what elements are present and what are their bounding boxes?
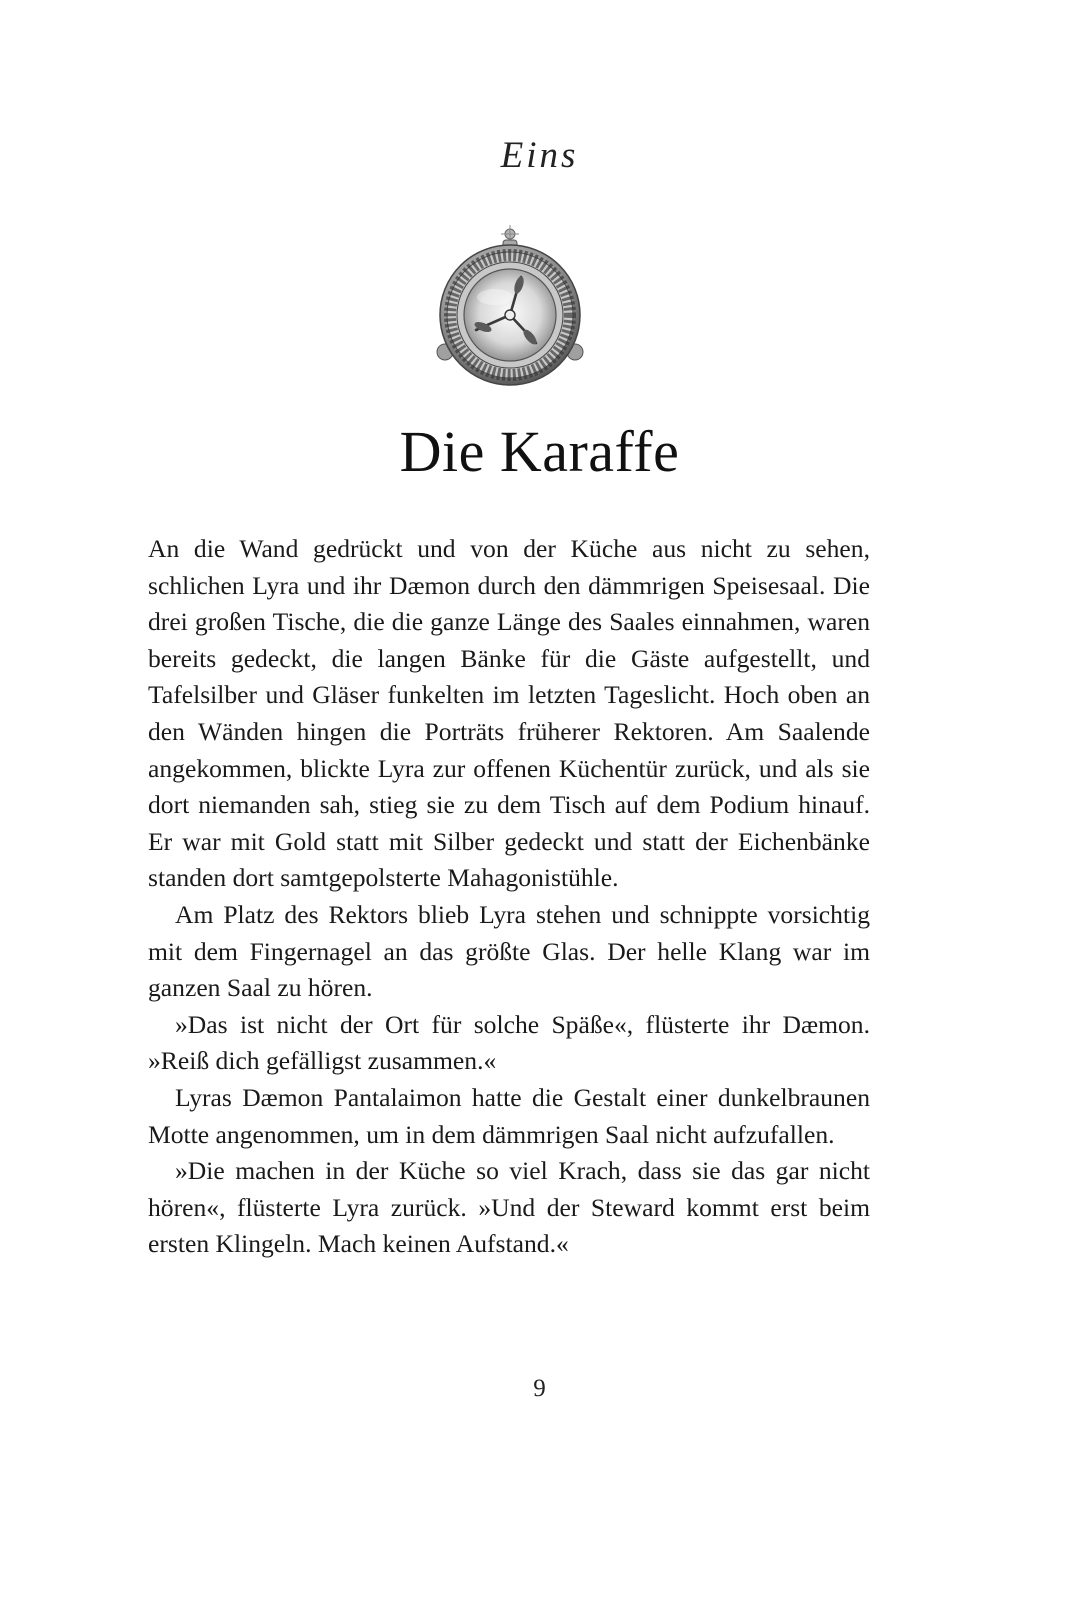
alethiometer-icon [433,222,587,388]
chapter-body [148,531,870,1263]
paragraph: Lyras Dæmon Pantalaimon hatte die Gestalt einer dunkelbraunen Motte angenommen, um in dem dämmrigen Saal nicht aufzufallen. [148,1082,870,1149]
paragraph: »Die machen in der Küche so viel Krach, dass sie das gar nicht hören«, flüsterte Lyra zurück. »Und der Steward kommt erst beim ersten Klingeln. Mach keinen Aufstand.« [148,1156,870,1259]
chapter-title: Die Karaffe [399,419,680,484]
page-number: 9 [533,1375,546,1402]
paragraph: An die Wand gedrückt und von der Küche aus nicht zu sehen, schlichen Lyra und ihr Dæmon durch den dämmrigen Speisesaal. Die drei großen Tische, die die ganze Länge des Saales einnahmen, waren bereits gedeckt, die langen Bänke für die Gäste aufgestellt, und Tafelsilber und Gläser funkelten im letzten Tageslicht. Hoch oben an den Wänden hingen die Porträts früherer Rektoren. Am Saalende angekommen, blickte Lyra zur offenen Küchentür zurück, und als sie dort niemanden sah, stieg sie zu dem Tisch auf dem Podium hinauf. Er war mit Gold statt mit Silber gedeckt und statt der Eichenbänke standen dort samtgepolsterte Mahagonistühle. [148,534,870,893]
paragraph: Am Platz des Rektors blieb Lyra stehen und schnippte vorsichtig mit dem Fingernagel an das größte Glas. Der helle Klang war im ganzen Saal zu hören. [148,899,870,1003]
chapter-number: Eins [500,135,579,176]
paragraph: »Das ist nicht der Ort für solche Späße«, flüsterte ihr Dæmon. »Reiß dich gefälligst zusammen.« [148,1009,870,1076]
